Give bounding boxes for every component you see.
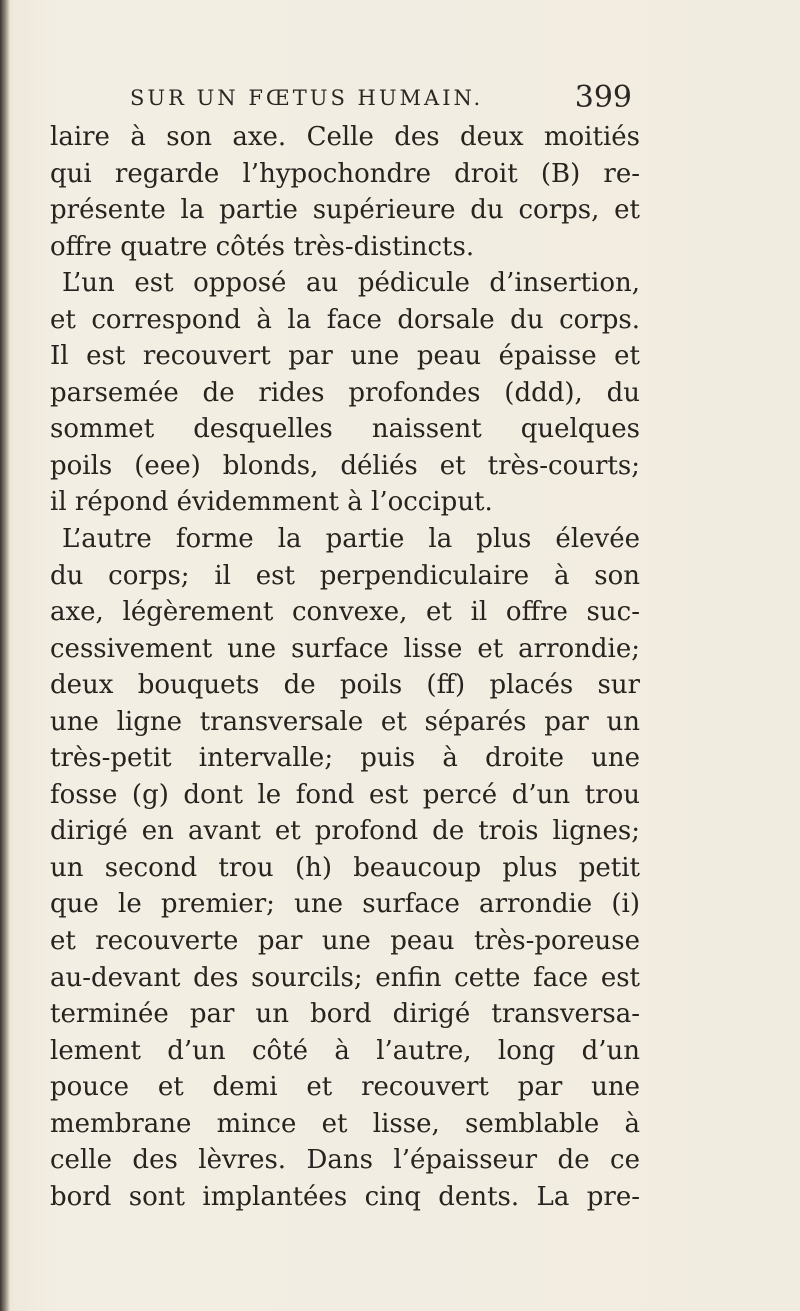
- page-number: 399: [574, 80, 632, 115]
- text-line: et correspond à la face dorsale du corps.: [50, 304, 640, 335]
- binding-edge: [0, 0, 10, 1311]
- text-line: lement d’un côté à l’autre, long d’un: [50, 1035, 640, 1066]
- text-line: présente la partie supérieure du corps, et: [50, 195, 640, 226]
- text-line: Il est recouvert par une peau épaisse et: [50, 341, 640, 372]
- text-line: un second trou (h) beaucoup plus petit: [50, 852, 640, 883]
- text-line: il répond évidemment à l’occiput.: [50, 487, 493, 518]
- text-line: au-devant des sourcils; enfin cette face est: [50, 962, 640, 993]
- text-line: celle des lèvres. Dans l’épaisseur de ce: [50, 1145, 640, 1176]
- text-line: offre quatre côtés très-distincts.: [50, 231, 475, 262]
- body-text: [50, 119, 640, 1215]
- text-line: que le premier; une surface arrondie (i): [50, 889, 640, 920]
- text-line: deux bouquets de poils (ff) placés sur: [50, 670, 640, 701]
- text-line: poils (eee) blonds, déliés et très-courts;: [50, 450, 640, 481]
- text-line: membrane mince et lisse, semblable à: [50, 1108, 640, 1139]
- text-line: qui regarde l’hypochondre droit (B) re-: [50, 158, 640, 189]
- text-line: parsemée de rides profondes (ddd), du: [50, 377, 640, 408]
- text-line: pouce et demi et recouvert par une: [50, 1072, 640, 1103]
- text-line: L’un est opposé au pédicule d’insertion,: [62, 268, 640, 299]
- text-line: sommet desquelles naissent quelques: [50, 414, 640, 445]
- text-line: très-petit intervalle; puis à droite une: [50, 743, 640, 774]
- text-line: du corps; il est perpendiculaire à son: [50, 560, 640, 591]
- running-title: SUR UN FŒTUS HUMAIN.: [130, 86, 484, 110]
- text-line: fosse (g) dont le fond est percé d’un trou: [50, 779, 640, 810]
- text-line: une ligne transversale et séparés par un: [50, 706, 640, 737]
- text-line: et recouverte par une peau très-poreuse: [50, 926, 640, 957]
- text-line: cessivement une surface lisse et arrondie;: [50, 633, 640, 664]
- text-line: dirigé en avant et profond de trois lignes;: [50, 816, 640, 847]
- text-line: laire à son axe. Celle des deux moitiés: [50, 122, 640, 152]
- text-line: bord sont implantées cinq dents. La pre-: [50, 1181, 640, 1212]
- text-line: terminée par un bord dirigé transversa-: [50, 999, 640, 1030]
- running-head: [118, 80, 658, 120]
- text-line: axe, légèrement convexe, et il offre suc-: [50, 597, 640, 628]
- text-line: L’autre forme la partie la plus élevée: [62, 524, 640, 555]
